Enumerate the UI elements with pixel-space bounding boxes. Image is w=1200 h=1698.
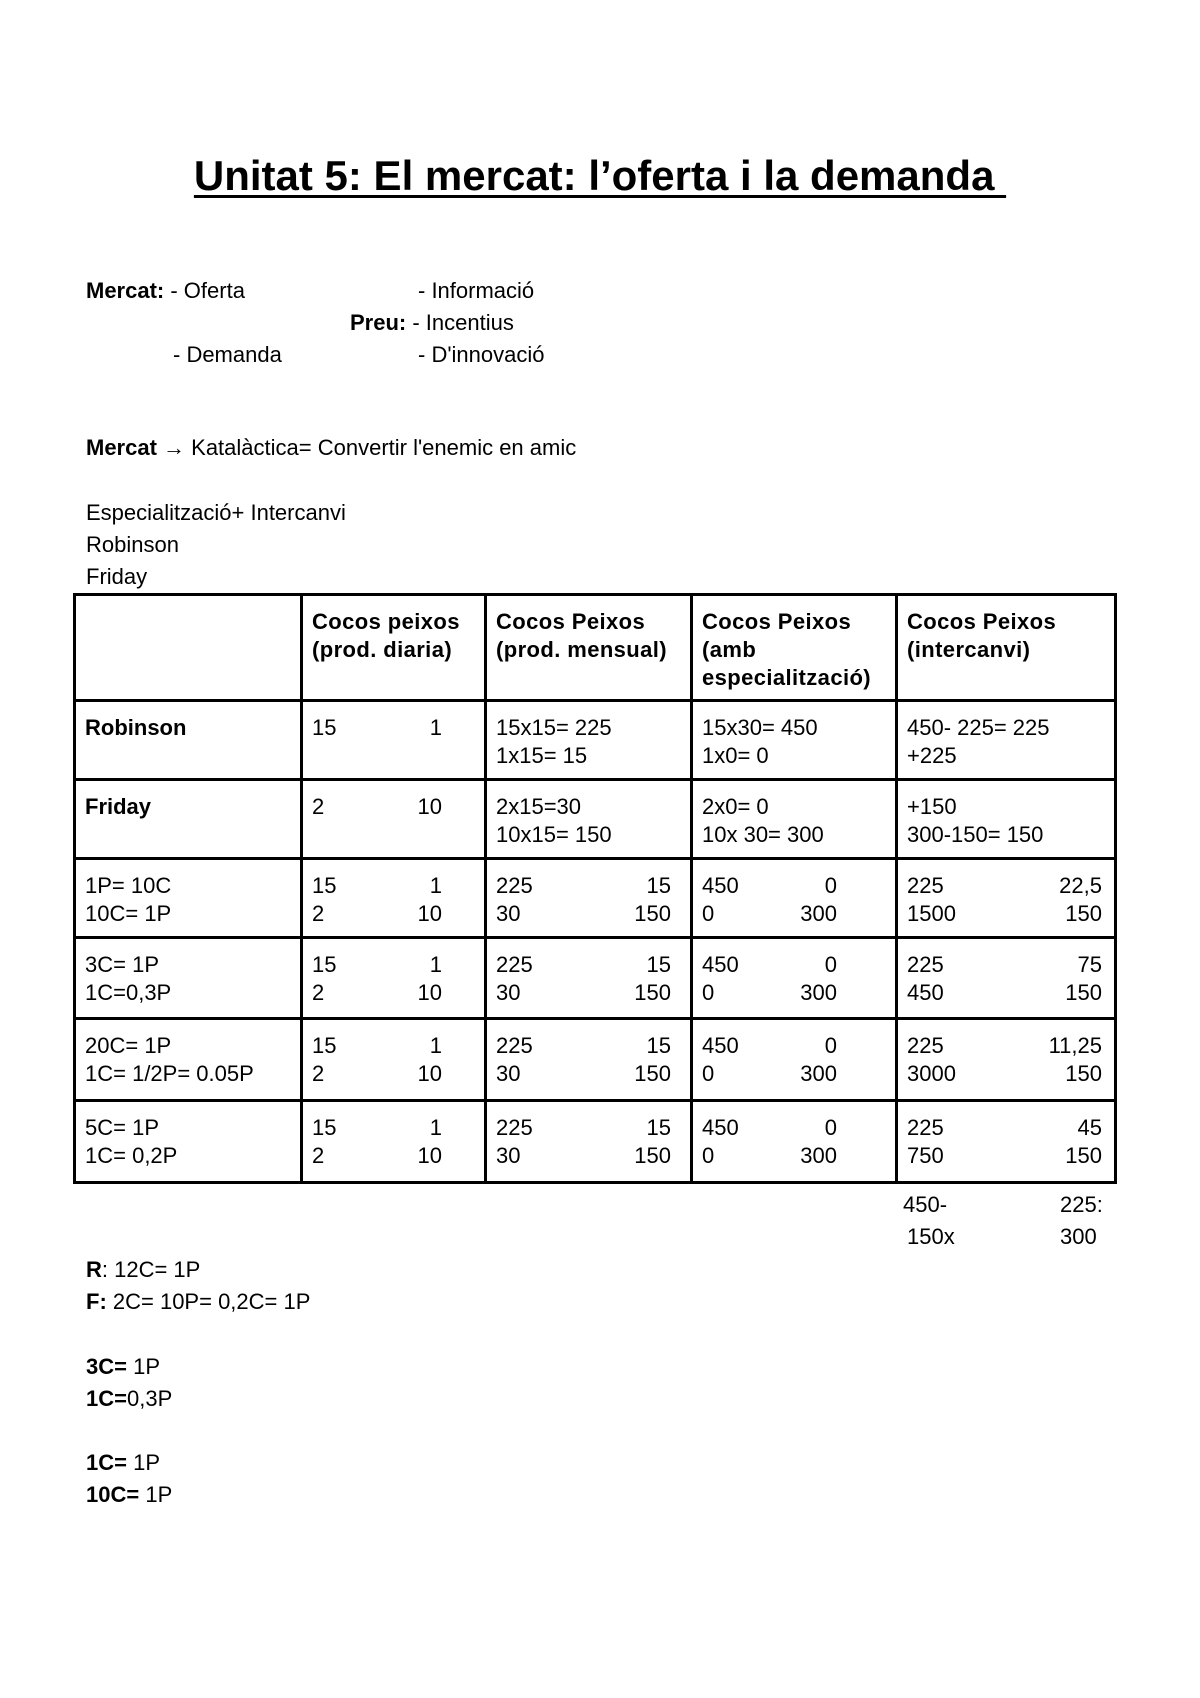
scenario-spec-value: 0 — [824, 1033, 837, 1058]
friday-daily: 2 10 — [302, 780, 486, 859]
scenario-daily-value: 1 — [429, 952, 442, 977]
scenario-exchange-pair — [907, 872, 1102, 900]
scenario-spec-value: 0 — [702, 901, 715, 926]
scenario-spec-pair — [702, 1032, 837, 1060]
table-header-row — [75, 595, 1116, 701]
scenario-daily-value: 10 — [417, 1143, 442, 1168]
scenario-rate-line: 20C= 1P — [85, 1033, 172, 1058]
scenario-exchange-value: 150 — [1065, 1143, 1102, 1168]
header-empty — [75, 595, 302, 701]
under-table-2b: 300 — [1060, 1224, 1097, 1249]
scenario-monthly-pair — [496, 1032, 671, 1060]
scenario-monthly — [486, 1101, 692, 1183]
innovacio-text: - D'innovació — [418, 342, 545, 367]
friday-exchange: +150 300-150= 150 — [897, 780, 1116, 859]
scenario-spec — [692, 1101, 897, 1183]
scenario-spec-value: 450 — [702, 1115, 739, 1140]
scenario-exchange — [897, 938, 1116, 1019]
scenario-monthly-value: 15 — [646, 1115, 671, 1140]
under-table-2a: 150x — [907, 1224, 955, 1249]
scenario-daily — [302, 1101, 486, 1183]
scenario-exchange-pair — [907, 900, 1102, 928]
scenario-rate-line: 1C= 0,2P — [85, 1143, 178, 1168]
scenario-daily-value: 2 — [312, 980, 325, 1005]
scenario-monthly-pair — [496, 951, 671, 979]
scenario-spec-value: 450 — [702, 952, 739, 977]
scenario-monthly-value: 30 — [496, 901, 521, 926]
scenario-daily-pair — [312, 1142, 442, 1170]
scenario-exchange-value: 225 — [907, 873, 944, 898]
scenario-monthly-value: 225 — [496, 1033, 533, 1058]
header-daily: Cocos peixos (prod. diaria) — [302, 595, 486, 701]
note-eq-4: 10C= 1P — [86, 1482, 173, 1507]
scenario-monthly-value: 225 — [496, 873, 533, 898]
preu-label: Preu: — [350, 310, 407, 335]
scenario-exchange-pair — [907, 1114, 1102, 1142]
header-exchange: Cocos Peixos (intercanvi) — [897, 595, 1116, 701]
scenario-spec-value: 450 — [702, 1033, 739, 1058]
scenario-spec — [692, 938, 897, 1019]
scenario-monthly-value: 150 — [634, 1061, 671, 1086]
scenario-rate — [75, 859, 302, 938]
scenario-monthly-value: 225 — [496, 952, 533, 977]
katalactica-line — [86, 437, 576, 459]
scenario-daily-value: 10 — [417, 901, 442, 926]
scenario-spec-value: 0 — [824, 873, 837, 898]
scenario-exchange — [897, 859, 1116, 938]
scenario-exchange-value: 3000 — [907, 1061, 956, 1086]
scenario-spec — [692, 859, 897, 938]
robinson-exchange: 450- 225= 225 +225 — [897, 701, 1116, 780]
scenario-daily-value: 2 — [312, 1061, 325, 1086]
scenario-daily-value: 2 — [312, 1143, 325, 1168]
scenario-spec-value: 300 — [800, 1143, 837, 1168]
friday-specialization: 2x0= 0 10x 30= 300 — [692, 780, 897, 859]
scenario-spec-pair — [702, 1114, 837, 1142]
scenario-daily-value: 15 — [312, 952, 337, 977]
scenario-daily-value: 1 — [429, 1115, 442, 1140]
scenario-exchange-value: 1500 — [907, 901, 956, 926]
scenario-exchange — [897, 1019, 1116, 1101]
scenario-monthly-value: 225 — [496, 1115, 533, 1140]
preu-line — [350, 312, 514, 334]
table-row-scenario — [75, 859, 1116, 938]
scenario-monthly-value: 150 — [634, 1143, 671, 1168]
row-label-friday: Friday — [75, 780, 302, 859]
scenario-exchange-value: 150 — [1065, 901, 1102, 926]
scenario-daily-value: 10 — [417, 1061, 442, 1086]
scenario-exchange-value: 750 — [907, 1143, 944, 1168]
scenario-spec-pair — [702, 900, 837, 928]
scenario-daily — [302, 859, 486, 938]
scenario-spec-value: 0 — [702, 1143, 715, 1168]
note-r: R: 12C= 1P — [86, 1257, 201, 1282]
scenario-monthly-pair — [496, 1142, 671, 1170]
row-label-robinson: Robinson — [75, 701, 302, 780]
mercat-label: Mercat: — [86, 278, 165, 303]
table-row-robinson — [75, 701, 1116, 780]
scenario-rate — [75, 1101, 302, 1183]
scenario-monthly — [486, 1019, 692, 1101]
scenario-spec-value: 300 — [800, 901, 837, 926]
scenario-exchange-value: 11,25 — [1048, 1033, 1102, 1058]
scenario-rate-line: 1C= 1/2P= 0.05P — [85, 1061, 254, 1086]
scenario-monthly-pair — [496, 900, 671, 928]
scenario-monthly-pair — [496, 1060, 671, 1088]
robinson-monthly: 15x15= 225 1x15= 15 — [486, 701, 692, 780]
scenario-monthly — [486, 938, 692, 1019]
scenario-exchange-value: 225 — [907, 1033, 944, 1058]
scenario-exchange-value: 150 — [1065, 980, 1102, 1005]
under-table-1b: 225: — [1060, 1192, 1103, 1217]
scenario-exchange-value: 225 — [907, 1115, 944, 1140]
document-title: Unitat 5: El mercat: l’oferta i la demanda — [193, 152, 1007, 199]
mercat-oferta-line — [86, 280, 245, 302]
scenario-monthly-pair — [496, 1114, 671, 1142]
scenario-spec-value: 0 — [824, 1115, 837, 1140]
scenario-spec-pair — [702, 1060, 837, 1088]
scenario-exchange-pair — [907, 1032, 1102, 1060]
scenario-daily-pair — [312, 1060, 442, 1088]
table-row-scenario — [75, 938, 1116, 1019]
under-table-1a: 450- — [903, 1192, 948, 1217]
scenario-rate-line: 1P= 10C — [85, 873, 172, 898]
scenario-spec-pair — [702, 1142, 837, 1170]
table-row-scenario — [75, 1019, 1116, 1101]
scenario-daily-value: 2 — [312, 901, 325, 926]
scenario-exchange — [897, 1101, 1116, 1183]
scenario-monthly-value: 15 — [646, 873, 671, 898]
scenario-rate-line: 3C= 1P — [85, 952, 159, 977]
scenario-daily-value: 1 — [429, 873, 442, 898]
robinson-daily: 15 1 — [302, 701, 486, 780]
informacio-text: - Informació — [418, 278, 535, 303]
scenario-monthly-value: 30 — [496, 1061, 521, 1086]
scenario-spec-pair — [702, 951, 837, 979]
scenario-exchange-value: 75 — [1077, 952, 1102, 977]
scenario-daily-pair — [312, 951, 442, 979]
scenario-spec-pair — [702, 872, 837, 900]
scenario-daily-value: 15 — [312, 1115, 337, 1140]
scenario-daily-pair — [312, 900, 442, 928]
scenario-rate — [75, 1019, 302, 1101]
scenario-monthly-value: 15 — [646, 952, 671, 977]
scenario-spec-value: 300 — [800, 980, 837, 1005]
scenario-daily-pair — [312, 1114, 442, 1142]
scenario-monthly-value: 15 — [646, 1033, 671, 1058]
scenario-spec-value: 0 — [824, 952, 837, 977]
scenario-daily-pair — [312, 872, 442, 900]
scenario-rate-line: 1C=0,3P — [85, 980, 172, 1005]
katalactica-text: → Katalàctica= Convertir l'enemic en amic — [156, 435, 577, 460]
intro-line-2: Robinson — [86, 532, 179, 557]
scenario-daily-value: 10 — [417, 980, 442, 1005]
scenario-exchange-pair — [907, 951, 1102, 979]
note-eq-1: 3C= 1P — [86, 1354, 161, 1379]
scenario-exchange-value: 45 — [1077, 1115, 1102, 1140]
scenario-exchange-value: 22,5 — [1059, 873, 1102, 898]
header-monthly: Cocos Peixos (prod. mensual) — [486, 595, 692, 701]
scenario-monthly-value: 30 — [496, 1143, 521, 1168]
note-eq-3: 1C= 1P — [86, 1450, 161, 1475]
demanda-text: - Demanda — [173, 342, 282, 367]
scenario-rate-line: 5C= 1P — [85, 1115, 159, 1140]
note-eq-2: 1C=0,3P — [86, 1386, 173, 1411]
intro-line-3: Friday — [86, 564, 148, 589]
scenario-spec-value: 0 — [702, 1061, 715, 1086]
header-specialization: Cocos Peixos (amb especialització) — [692, 595, 897, 701]
scenario-rate — [75, 938, 302, 1019]
scenario-monthly-value: 150 — [634, 980, 671, 1005]
scenario-spec-value: 300 — [800, 1061, 837, 1086]
scenario-exchange-value: 225 — [907, 952, 944, 977]
katalactica-label: Mercat — [86, 435, 157, 460]
friday-monthly: 2x15=30 10x15= 150 — [486, 780, 692, 859]
scenario-daily — [302, 1019, 486, 1101]
scenario-rate-line: 10C= 1P — [85, 901, 172, 926]
table-row-scenario — [75, 1101, 1116, 1183]
scenario-daily-value: 15 — [312, 1033, 337, 1058]
scenario-daily-value: 1 — [429, 1033, 442, 1058]
scenario-monthly-pair — [496, 872, 671, 900]
table-row-friday — [75, 780, 1116, 859]
scenario-exchange-pair — [907, 1142, 1102, 1170]
scenario-exchange-pair — [907, 979, 1102, 1007]
scenario-spec — [692, 1019, 897, 1101]
scenario-daily — [302, 938, 486, 1019]
scenario-exchange-pair — [907, 1060, 1102, 1088]
scenario-monthly — [486, 859, 692, 938]
scenario-monthly-pair — [496, 979, 671, 1007]
intro-line-1: Especialització+ Intercanvi — [86, 500, 346, 525]
scenario-monthly-value: 30 — [496, 980, 521, 1005]
note-f: F: 2C= 10P= 0,2C= 1P — [86, 1289, 311, 1314]
scenario-monthly-value: 150 — [634, 901, 671, 926]
scenario-daily-pair — [312, 979, 442, 1007]
scenario-daily-pair — [312, 1032, 442, 1060]
scenario-exchange-value: 150 — [1065, 1061, 1102, 1086]
scenario-spec-pair — [702, 979, 837, 1007]
oferta-text: - Oferta — [164, 278, 245, 303]
scenario-spec-value: 0 — [702, 980, 715, 1005]
scenario-spec-value: 450 — [702, 873, 739, 898]
robinson-specialization: 15x30= 450 1x0= 0 — [692, 701, 897, 780]
scenario-exchange-value: 450 — [907, 980, 944, 1005]
scenario-daily-value: 15 — [312, 873, 337, 898]
exchange-table — [73, 593, 1117, 1184]
incentius-text: - Incentius — [406, 310, 514, 335]
